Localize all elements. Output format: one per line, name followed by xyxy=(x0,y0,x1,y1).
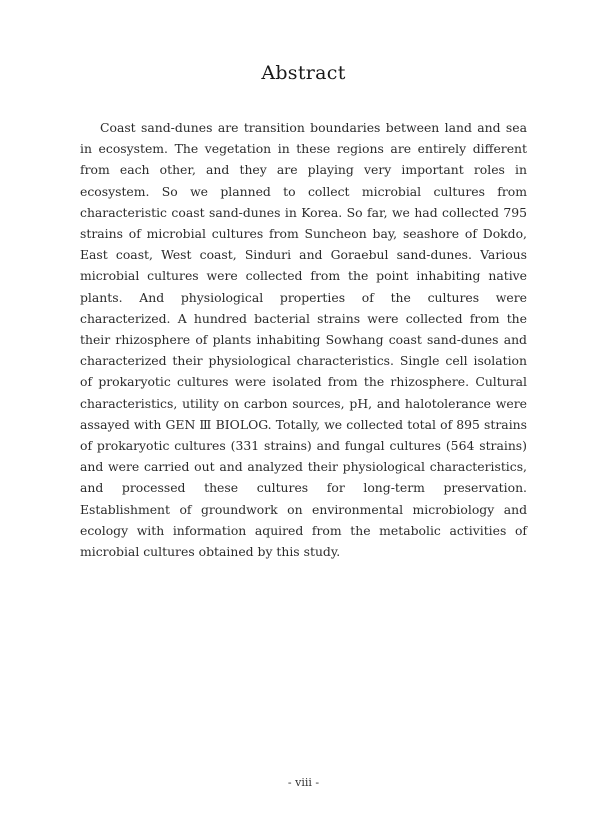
abstract-paragraph: Coast sand-dunes are transition boundaries between land and sea in ecosystem. The vegetation in these regions are entirely different from each other, and they are playing very important roles in ecosystem. So we planned to collect microbial cultures from characteristic coast sand-dunes in Korea. So far, we had collected 795 strains of microbial cultures from Suncheon bay, seashore of Dokdo, East coast, West coast, Sinduri and Goraebul sand-dunes. Various microbial cultures were collected from the point inhabiting native plants. And physiological properties of the cultures were characterized. A hundred bacterial strains were collected from the their rhizosphere of plants inhabiting Sowhang coast sand-dunes and characterized their physiological characteristics. Single cell isolation of prokaryotic cultures were isolated from the rhizosphere. Cultural characteristics, utility on carbon sources, pH, and halotolerance were assayed with GEN Ⅲ BIOLOG. Totally, we collected total of 895 strains of prokaryotic cultures (331 strains) and fungal cultures (564 strains) and were carried out and analyzed their physiological characteristics, and processed these cultures for long-term preservation. Establishment of groundwork on environmental microbiology and ecology with information aquired from the metabolic activities of microbial cultures obtained by this study. xyxy=(80,120,527,560)
page-number: - viii - xyxy=(287,776,320,789)
page-title: Abstract xyxy=(261,62,346,84)
